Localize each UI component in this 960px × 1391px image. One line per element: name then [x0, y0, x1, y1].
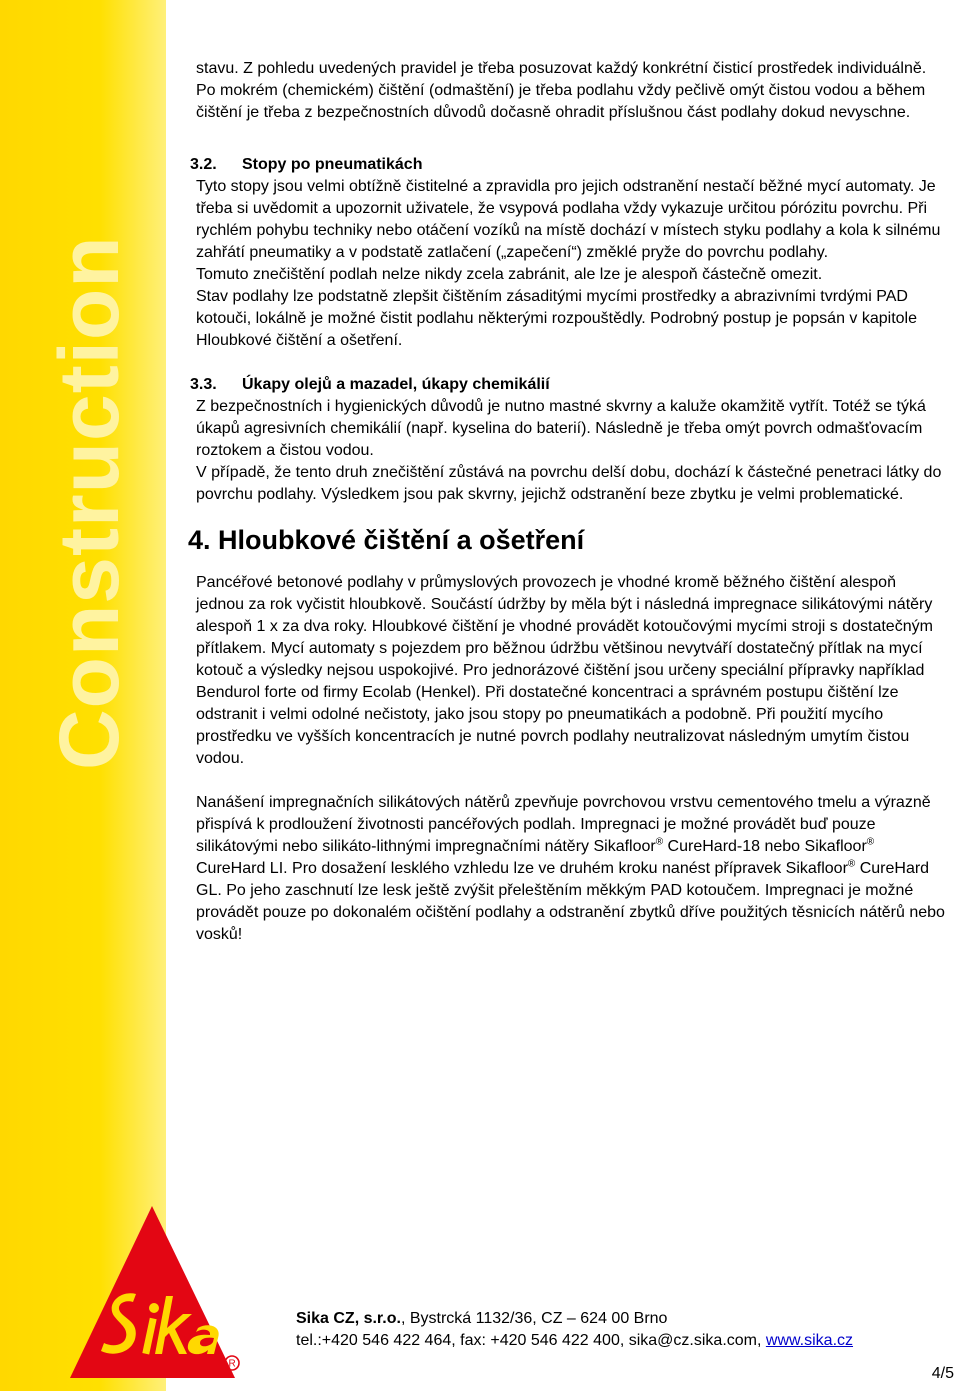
footer-contacts: tel.:+420 546 422 464, fax: +420 546 422 400, sika@cz.sika.com, [296, 1332, 766, 1349]
section-3-3-paragraph-1: Z bezpečnostních i hygienických důvodů je nutno mastné skvrny a kaluže okamžitě vytřít. Totéž se týká úkapů agresivních chemikálií (např. kyselina do baterií). Následně je třeba omýt povrch odmašťovacím roztokem a čistou vodou. [196, 398, 926, 459]
intro-paragraph-1: stavu. Z pohledu uvedených pravidel je třeba posuzovat každý konkrétní čisticí prostředek individuálně. [196, 60, 927, 77]
section-3-2-number: 3.2. [190, 156, 217, 173]
main-content [188, 58, 946, 946]
section-3-2-title: Stopy po pneumatikách [242, 156, 423, 173]
section-4-heading: 4. Hloubkové čištění a ošetření [188, 525, 585, 555]
sidebar-band [0, 0, 166, 1391]
footer-company: Sika CZ, s.r.o. [296, 1310, 401, 1327]
document-header [804, 6, 938, 44]
page-number: 4/5 [931, 1365, 954, 1382]
document-footer [296, 1308, 936, 1352]
sika-logo [70, 1206, 250, 1378]
section-4-text-d: CureHard GL. Po jeho zaschnutí lze lesk ještě zvýšit přeleštěním měkkým PAD kotoučem. Impregnaci je možné provádět pouze po dokonalém očištění podlahy a odstranění zbytků dříve použitých těsnicích nátěrů nebo vosků! [196, 860, 945, 943]
section-4-text-b: CureHard-18 nebo Sikafloor [663, 838, 867, 855]
header-author: Autor: Sika CZ, s.r.o. [804, 7, 938, 23]
registered-sup: ® [847, 858, 856, 870]
footer-website-link[interactable]: www.sika.cz [765, 1332, 854, 1349]
intro-paragraph-2: Po mokrém (chemickém) čištění (odmaštění) je třeba podlahu vždy pečlivě omýt čistou vodou a během čištění je třeba z bezpečnostních důvodů dočasně ohradit příslušnou část podlahy dokud nevyschne. [196, 82, 926, 121]
header-date: Datum: 06/2012 [834, 26, 938, 42]
registered-sup: ® [655, 836, 664, 848]
section-4-paragraph-1: Pancéřové betonové podlahy v průmyslových provozech je vhodné kromě běžného čištění alespoň jednou za rok vyčistit hloubkově. Součástí údržby by měla být i následná impregnace silikátovými nátěry alespoň 1 x za dva roky. Hloubkové čištění je vhodné provádět kotoučovými mycími stroji s dostatečným přítlakem. Mycí automaty s pojezdem pro běžnou údržbu většinou nevytváří dostatečný přítlak na mycí kotouč a výsledky nejsou uspokojivé. Pro jednorázové čištění jsou určeny speciální přípravky například Bendurol forte od firmy Ecolab (Henkel). Při dostatečné koncentraci a správném postupu čištění lze odstranit i velmi odolné nečistoty, jako jsou stopy po pneumatikách a podobně. Při použití mycího prostředku ve vyšších koncentracích je nutné povrch podlahy neutralizovat následným umytím čistou vodou. [196, 574, 933, 767]
footer-address: , Bystrcká 1132/36, CZ – 624 00 Brno [400, 1310, 668, 1327]
vertical-title: Construction [42, 235, 136, 770]
section-3-2-heading [190, 154, 946, 176]
section-3-3-title: Úkapy olejů a mazadel, úkapy chemikálií [242, 376, 550, 393]
footer-contact-line [296, 1330, 936, 1352]
section-3-2-paragraph-1: Tyto stopy jsou velmi obtížně čistitelné a zpravidla pro jejich odstranění nestačí běžné mycí automaty. Je třeba si uvědomit a upozornit uživatele, že vsypová podlaha vždy vykazuje určitou pórózitu povrchu. Při rychlém pohybu techniky nebo otáčení vozíků na místě dochází v místech styku podlahy a kola k silnému zahřátí pneumatiky a v podstatě zatlačení („zapečení“) změklé pryže do povrchu podlahy. [196, 178, 941, 261]
section-3-3-number: 3.3. [190, 376, 217, 393]
section-3-2-paragraph-3: Stav podlahy lze podstatně zlepšit čištěním zásaditými mycími prostředky a abrazivními tvrdými PAD kotouči, lokálně je možné čistit podlahu některými rozpouštědly. Podrobný postup je popsán v kapitole Hloubkové čištění a ošetření. [196, 288, 918, 349]
section-4-text-c: CureHard LI. Pro dosažení lesklého vzhledu lze ve druhém kroku nanést přípravek Sikafloor [196, 860, 848, 877]
registered-sup: ® [866, 836, 875, 848]
section-3-2-paragraph-2: Tomuto znečištění podlah nelze nikdy zcela zabránit, ale lze je alespoň částečně omezit. [196, 266, 823, 283]
registered-mark-letter: R [228, 1358, 236, 1370]
section-3-3-paragraph-2: V případě, že tento druh znečištění zůstává na povrchu delší dobu, dochází k částečné penetraci látky do povrchu podlahy. Výsledkem jsou pak skvrny, jejichž odstranění beze zbytku je velmi problematické. [196, 464, 942, 503]
section-4-text-a: Nanášení impregnačních silikátových nátěrů zpevňuje povrchovou vrstvu cementového tmelu a výrazně přispívá k prodloužení životnosti pancéřových podlah. Impregnaci je možné provádět buď pouze silikátovými nebo silikáto-lithnými impregnačními nátěry Sikafloor [196, 794, 931, 855]
section-4-paragraph-2 [196, 792, 946, 946]
section-3-3-heading [190, 374, 946, 396]
footer-address-line [296, 1308, 936, 1330]
